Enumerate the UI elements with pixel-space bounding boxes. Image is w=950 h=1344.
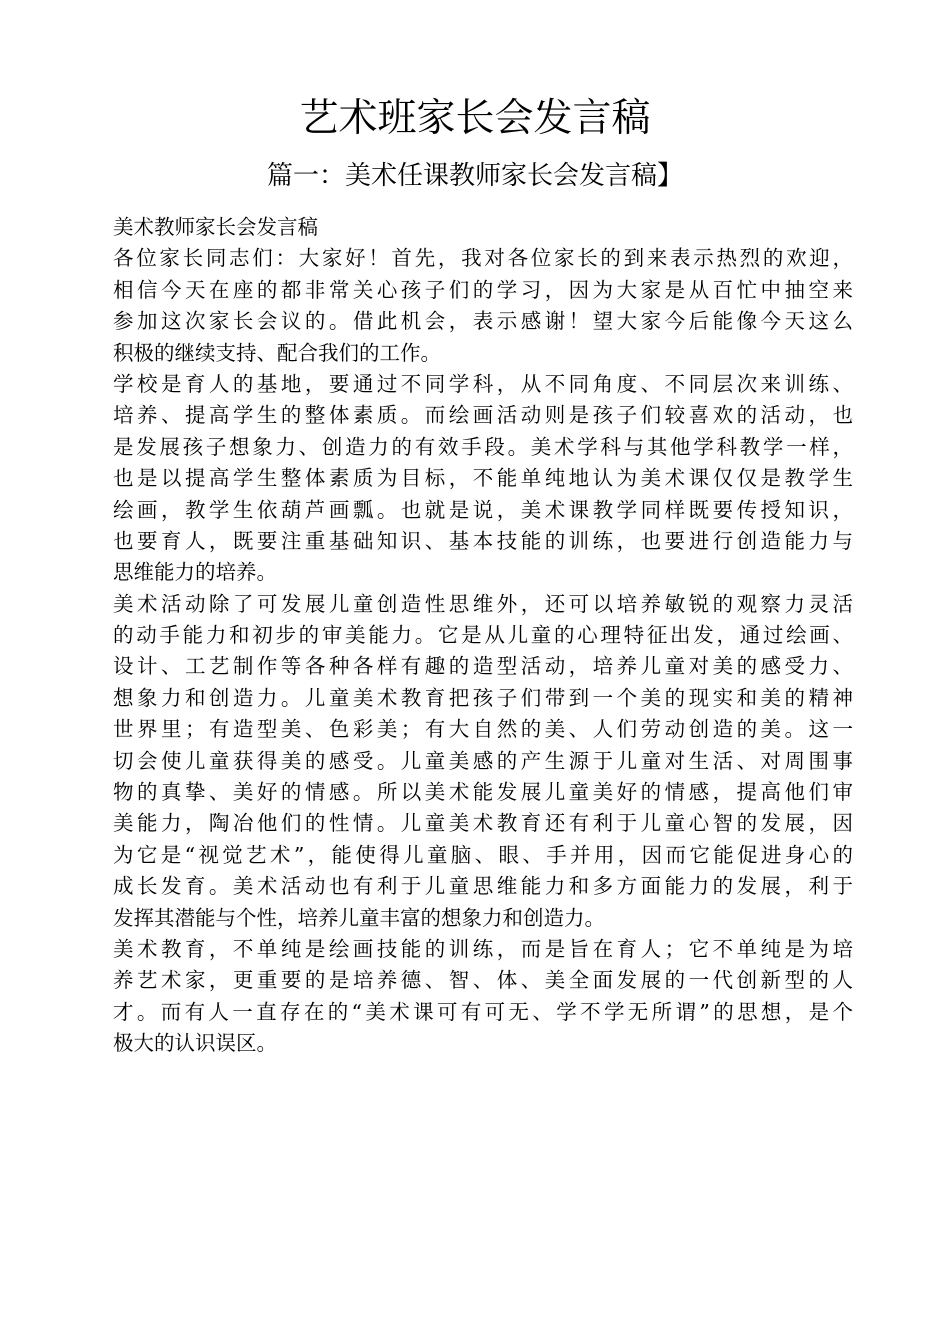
body-line: 相信今天在座的都非常关心孩子们的学习，因为大家是从百忙中抽空来 <box>113 277 853 302</box>
document-title: 艺术班家长会发言稿 <box>299 96 651 141</box>
body-line: 的动手能力和初步的审美能力。它是从儿童的心理特征出发，通过绘画、 <box>113 623 853 648</box>
body-line: 绘画，教学生依葫芦画瓢。也就是说，美术课教学同样既要传授知识， <box>113 497 853 522</box>
body-line: 设计、工艺制作等各种各样有趣的造型活动，培养儿童对美的感受力、 <box>113 654 853 679</box>
body-line: 成长发育。美术活动也有利于儿童思维能力和多方面能力的发展，利于 <box>113 874 853 899</box>
body-line: 培养、提高学生的整体素质。而绘画活动则是孩子们较喜欢的活动，也 <box>113 403 853 428</box>
body-line: 世界里；有造型美、色彩美；有大自然的美、人们劳动创造的美。这一 <box>113 717 853 742</box>
body-line: 是发展孩子想象力、创造力的有效手段。美术学科与其他学科教学一样， <box>113 434 853 459</box>
body-line: 发挥其潜能与个性，培养儿童丰富的想象力和创造力。 <box>113 905 605 930</box>
body-line: 美术教师家长会发言稿 <box>113 215 318 239</box>
body-line: 美术活动除了可发展儿童创造性思维外，还可以培养敏锐的观察力灵活 <box>113 591 853 616</box>
body-line: 参加这次家长会议的。借此机会，表示感谢！望大家今后能像今天这么 <box>113 309 853 334</box>
body-line: 美能力，陶冶他们的性情。儿童美术教育还有利于儿童心智的发展，因 <box>113 811 853 836</box>
body-line: 物的真挚、美好的情感。所以美术能发展儿童美好的情感，提高他们审 <box>113 780 853 805</box>
body-line: 才。而有人一直存在的“美术课可有可无、学不学无所谓”的思想，是个 <box>113 999 853 1024</box>
body-line: 也要育人，既要注重基础知识、基本技能的训练，也要进行创造能力与 <box>113 528 853 553</box>
body-line: 各位家长同志们：大家好！首先，我对各位家长的到来表示热烈的欢迎， <box>113 246 853 271</box>
document-body <box>113 212 853 1060</box>
body-line: 也是以提高学生整体素质为目标，不能单纯地认为美术课仅仅是教学生 <box>113 466 853 491</box>
body-line: 极大的认识误区。 <box>113 1031 277 1056</box>
body-line: 积极的继续支持、配合我们的工作。 <box>113 340 441 365</box>
body-line: 思维能力的培养。 <box>113 560 277 585</box>
body-line: 切会使儿童获得美的感受。儿童美感的产生源于儿童对生活、对周围事 <box>113 748 853 773</box>
body-line: 想象力和创造力。儿童美术教育把孩子们带到一个美的现实和美的精神 <box>113 685 853 710</box>
body-line: 学校是育人的基地，要通过不同学科，从不同角度、不同层次来训练、 <box>113 371 853 396</box>
body-line: 为它是“视觉艺术”，能使得儿童脑、眼、手并用，因而它能促进身心的 <box>113 842 853 867</box>
document-subtitle: 篇一：美术任课教师家长会发言稿】 <box>266 161 683 191</box>
body-line: 养艺术家，更重要的是培养德、智、体、美全面发展的一代创新型的人 <box>113 968 853 993</box>
body-line: 美术教育，不单纯是绘画技能的训练，而是旨在育人；它不单纯是为培 <box>113 936 853 961</box>
